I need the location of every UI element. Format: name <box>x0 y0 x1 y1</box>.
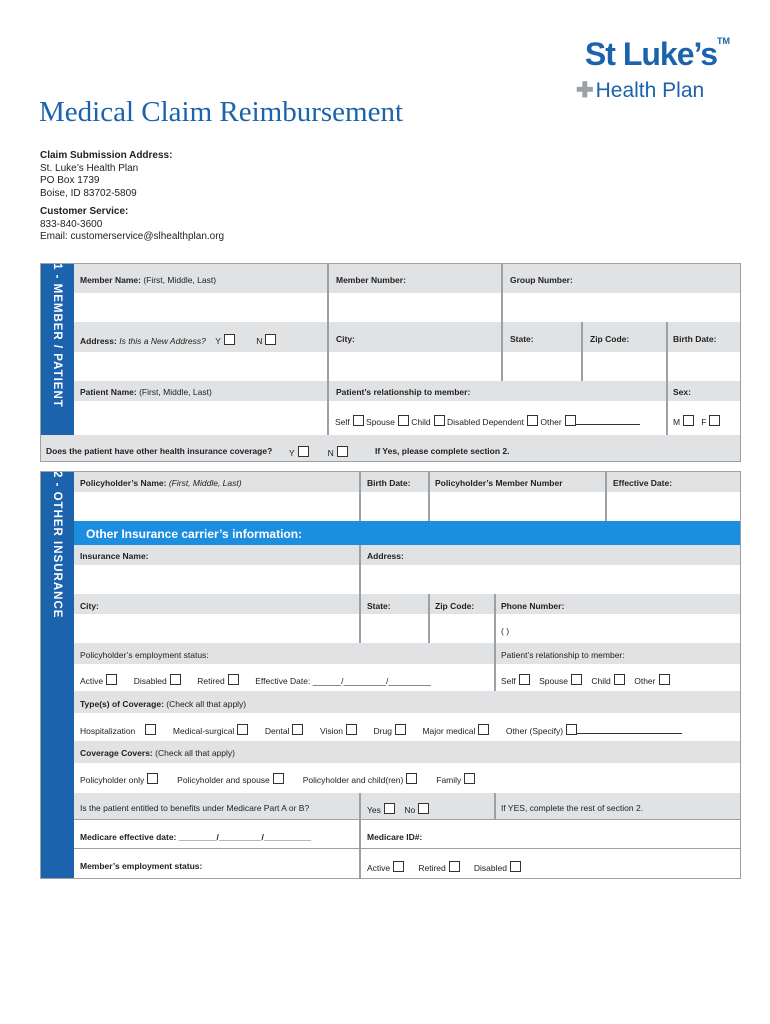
group-number-label: Group Number: <box>510 275 573 285</box>
coverage-covers-label: Coverage Covers: (Check all that apply) <box>80 748 235 758</box>
zip-label: Zip Code: <box>590 334 630 344</box>
effective-date-label: Effective Date: <box>613 478 673 488</box>
state-label: State: <box>510 334 534 344</box>
employment-status-label: Policyholder’s employment status: <box>80 650 209 660</box>
policyholder-birth-label: Birth Date: <box>367 478 411 488</box>
s2-relationship-label: Patient’s relationship to member: <box>501 650 625 660</box>
customer-service-label: Customer Service: <box>40 206 129 217</box>
coverage-covers-options: Policyholder only Policyholder and spouse Policyholder and child(ren) Family <box>74 763 741 793</box>
relationship-label: Patient’s relationship to member: <box>336 387 471 397</box>
address-line-2: PO Box 1739 <box>40 175 100 186</box>
claim-address-block <box>40 150 172 200</box>
other-coverage-question: Does the patient have other health insurance coverage? <box>46 446 273 456</box>
s2-relationship-options: Self Spouse Child Other <box>496 664 741 691</box>
customer-service-phone: 833-840-3600 <box>40 218 103 230</box>
patient-name-label: Patient Name: (First, Middle, Last) <box>80 387 212 397</box>
medicare-options: Yes No <box>367 803 429 815</box>
section-member-patient <box>40 263 741 462</box>
page-title: Medical Claim Reimbursement <box>39 96 404 128</box>
section2-border <box>40 471 741 879</box>
trademark-mark: TM <box>717 36 730 46</box>
insurance-city-label: City: <box>80 601 99 611</box>
emp-effective-date[interactable]: Effective Date: ______/_________/_________ <box>255 676 431 686</box>
member-employment-label: Member’s employment status: <box>80 861 203 871</box>
policyholder-member-number-label: Policyholder’s Member Number <box>435 478 563 488</box>
customer-service-email: Email: customerservice@slhealthplan.org <box>40 231 225 242</box>
sex-label: Sex: <box>673 387 691 397</box>
insurance-address-label: Address: <box>367 551 404 561</box>
customer-service-block <box>40 206 224 244</box>
insurance-zip-label: Zip Code: <box>435 601 475 611</box>
member-number-label: Member Number: <box>336 275 406 285</box>
birth-date-label: Birth Date: <box>673 334 717 344</box>
medicare-note: If YES, complete the rest of section 2. <box>501 803 644 813</box>
section2-side-label: 2 - OTHER INSURANCE <box>40 471 74 879</box>
insurance-name-label: Insurance Name: <box>80 551 149 561</box>
other-coverage-note: If Yes, please complete section 2. <box>375 446 510 456</box>
coverage-type-label: Type(s) of Coverage: (Check all that apply) <box>80 699 247 709</box>
address-line-3: Boise, ID 83702-5809 <box>40 187 137 199</box>
phone-label: Phone Number: <box>501 601 565 611</box>
carrier-info-heading: Other Insurance carrier’s information: <box>74 521 741 545</box>
policyholder-name-label: Policyholder’s Name: (First, Middle, Last) <box>80 478 242 488</box>
section-other-insurance <box>40 471 741 879</box>
medicare-question: Is the patient entitled to benefits under Medicare Part A or B? <box>80 803 310 813</box>
section1-border <box>40 263 741 462</box>
coverage-type-options: Hospitalization Medical-surgical Dental Vision Drug Major medical Other (Specify) <box>74 713 741 741</box>
relationship-options: Self Spouse Child Disabled Dependent Other <box>329 401 666 435</box>
address-line-1: St. Luke’s Health Plan <box>40 162 139 174</box>
employment-options: Active Disabled Retired Effective Date: ______/_________/_________ <box>74 664 494 691</box>
medicare-id-label: Medicare ID#: <box>367 832 423 842</box>
sex-options: M F <box>668 401 741 435</box>
logo-name: St Luke’s <box>584 36 717 72</box>
claim-address-label: Claim Submission Address: <box>40 150 173 161</box>
phone-mask: ( ) <box>501 626 510 636</box>
logo <box>585 36 730 73</box>
member-name-label: Member Name: (First, Middle, Last) <box>80 275 217 285</box>
logo-subtitle-text: Health Plan <box>595 79 705 102</box>
member-employment-options: Active Retired Disabled <box>367 861 521 873</box>
insurance-state-label: State: <box>367 601 391 611</box>
medicare-effective-date[interactable]: Medicare effective date: ________/_________/__________ <box>80 832 312 842</box>
plus-icon: ✚ <box>576 79 594 102</box>
address-label: Address: Is this a New Address? Y N <box>80 334 276 346</box>
logo-subtitle <box>576 78 704 103</box>
city-label: City: <box>336 334 355 344</box>
section1-side-label: 1 - MEMBER / PATIENT <box>40 263 74 435</box>
other-coverage-options: Y N <box>289 446 348 458</box>
